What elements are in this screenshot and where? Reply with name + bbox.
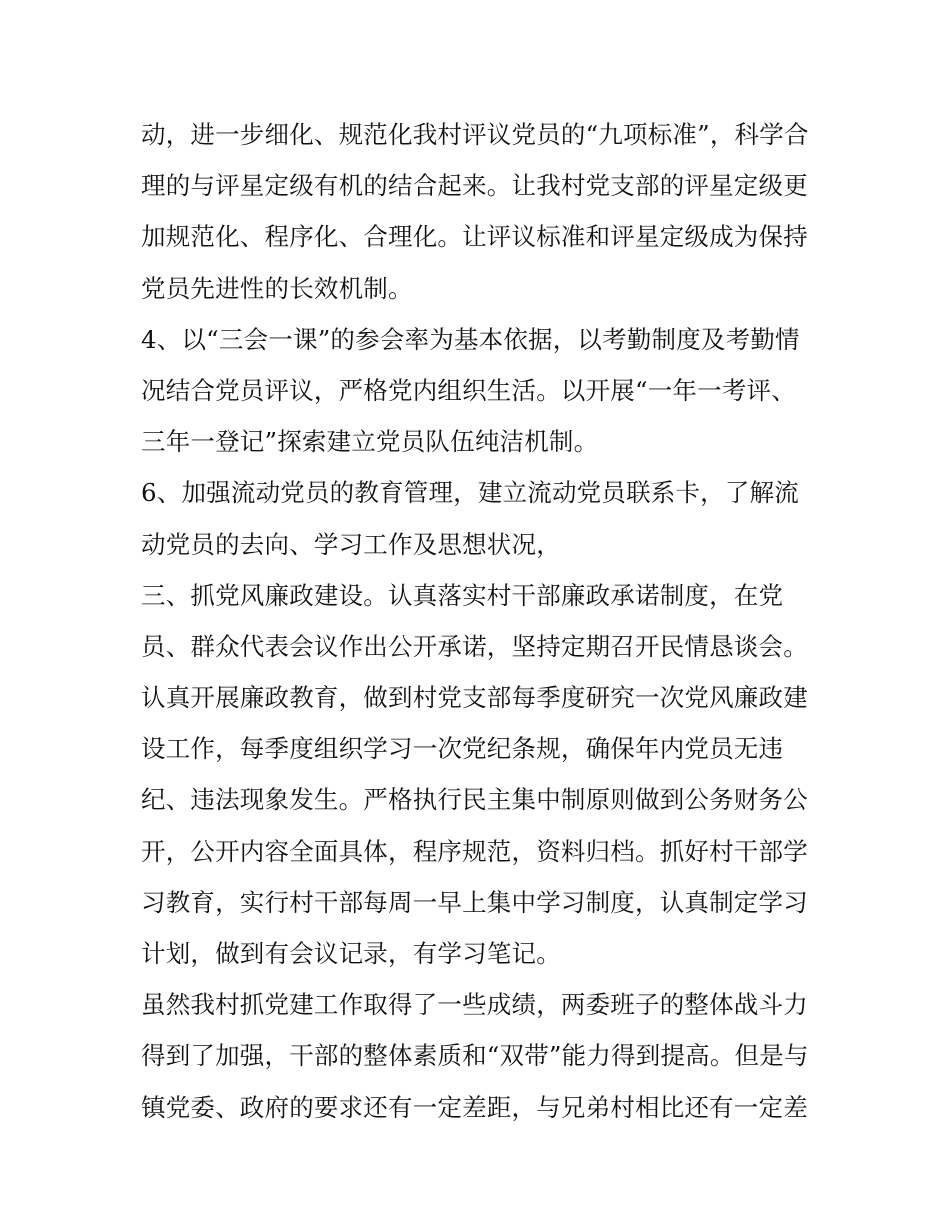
text-line: 员、群众代表会议作出公开承诺，坚持定期召开民情恳谈会。 bbox=[141, 631, 808, 661]
text-line: 计划，做到有会议记录，有学习笔记。 bbox=[141, 939, 561, 968]
text-line: 镇党委、政府的要求还有一定差距，与兄弟村相比还有一定差 bbox=[141, 1092, 808, 1122]
text-line: 纪、违法现象发生。严格执行民主集中制原则做到公务财务公 bbox=[141, 785, 808, 815]
text-line: 三年一登记”探索建立党员队伍纯洁机制。 bbox=[141, 427, 599, 457]
text-line: 理的与评星定级有机的结合起来。让我村党支部的评星定级更 bbox=[141, 171, 808, 201]
text-line: 虽然我村抓党建工作取得了一些成绩，两委班子的整体战斗力 bbox=[141, 990, 808, 1020]
text-line: 况结合党员评议，严格党内组织生活。以开展“一年一考评、 bbox=[141, 375, 796, 405]
text-line: 4、以“三会一课”的参会率为基本依据，以考勤制度及考勤情 bbox=[141, 324, 800, 354]
text-line: 6、加强流动党员的教育管理，建立流动党员联系卡，了解流 bbox=[141, 478, 799, 508]
text-line: 认真开展廉政教育，做到村党支部每季度研究一次党风廉政建 bbox=[141, 683, 808, 713]
text-line: 三、抓党风廉政建设。认真落实村干部廉政承诺制度，在党 bbox=[141, 580, 784, 610]
text-line: 动，进一步细化、规范化我村评议党员的“九项标准”，科学合 bbox=[141, 120, 809, 149]
text-line: 习教育，实行村干部每周一早上集中学习制度，认真制定学习 bbox=[141, 887, 808, 917]
text-line: 加规范化、程序化、合理化。让评议标准和评星定级成为保持 bbox=[141, 222, 808, 252]
text-line: 得到了加强，干部的整体素质和“双带”能力得到提高。但是与 bbox=[141, 1041, 809, 1071]
text-line: 党员先进性的长效机制。 bbox=[141, 273, 413, 303]
text-line: 设工作，每季度组织学习一次党纪条规，确保年内党员无违 bbox=[141, 734, 784, 764]
document-body-text bbox=[141, 109, 821, 1133]
text-line: 开，公开内容全面具体，程序规范，资料归档。抓好村干部学 bbox=[141, 836, 808, 866]
text-line: 动党员的去向、学习工作及思想状况， bbox=[141, 529, 561, 559]
